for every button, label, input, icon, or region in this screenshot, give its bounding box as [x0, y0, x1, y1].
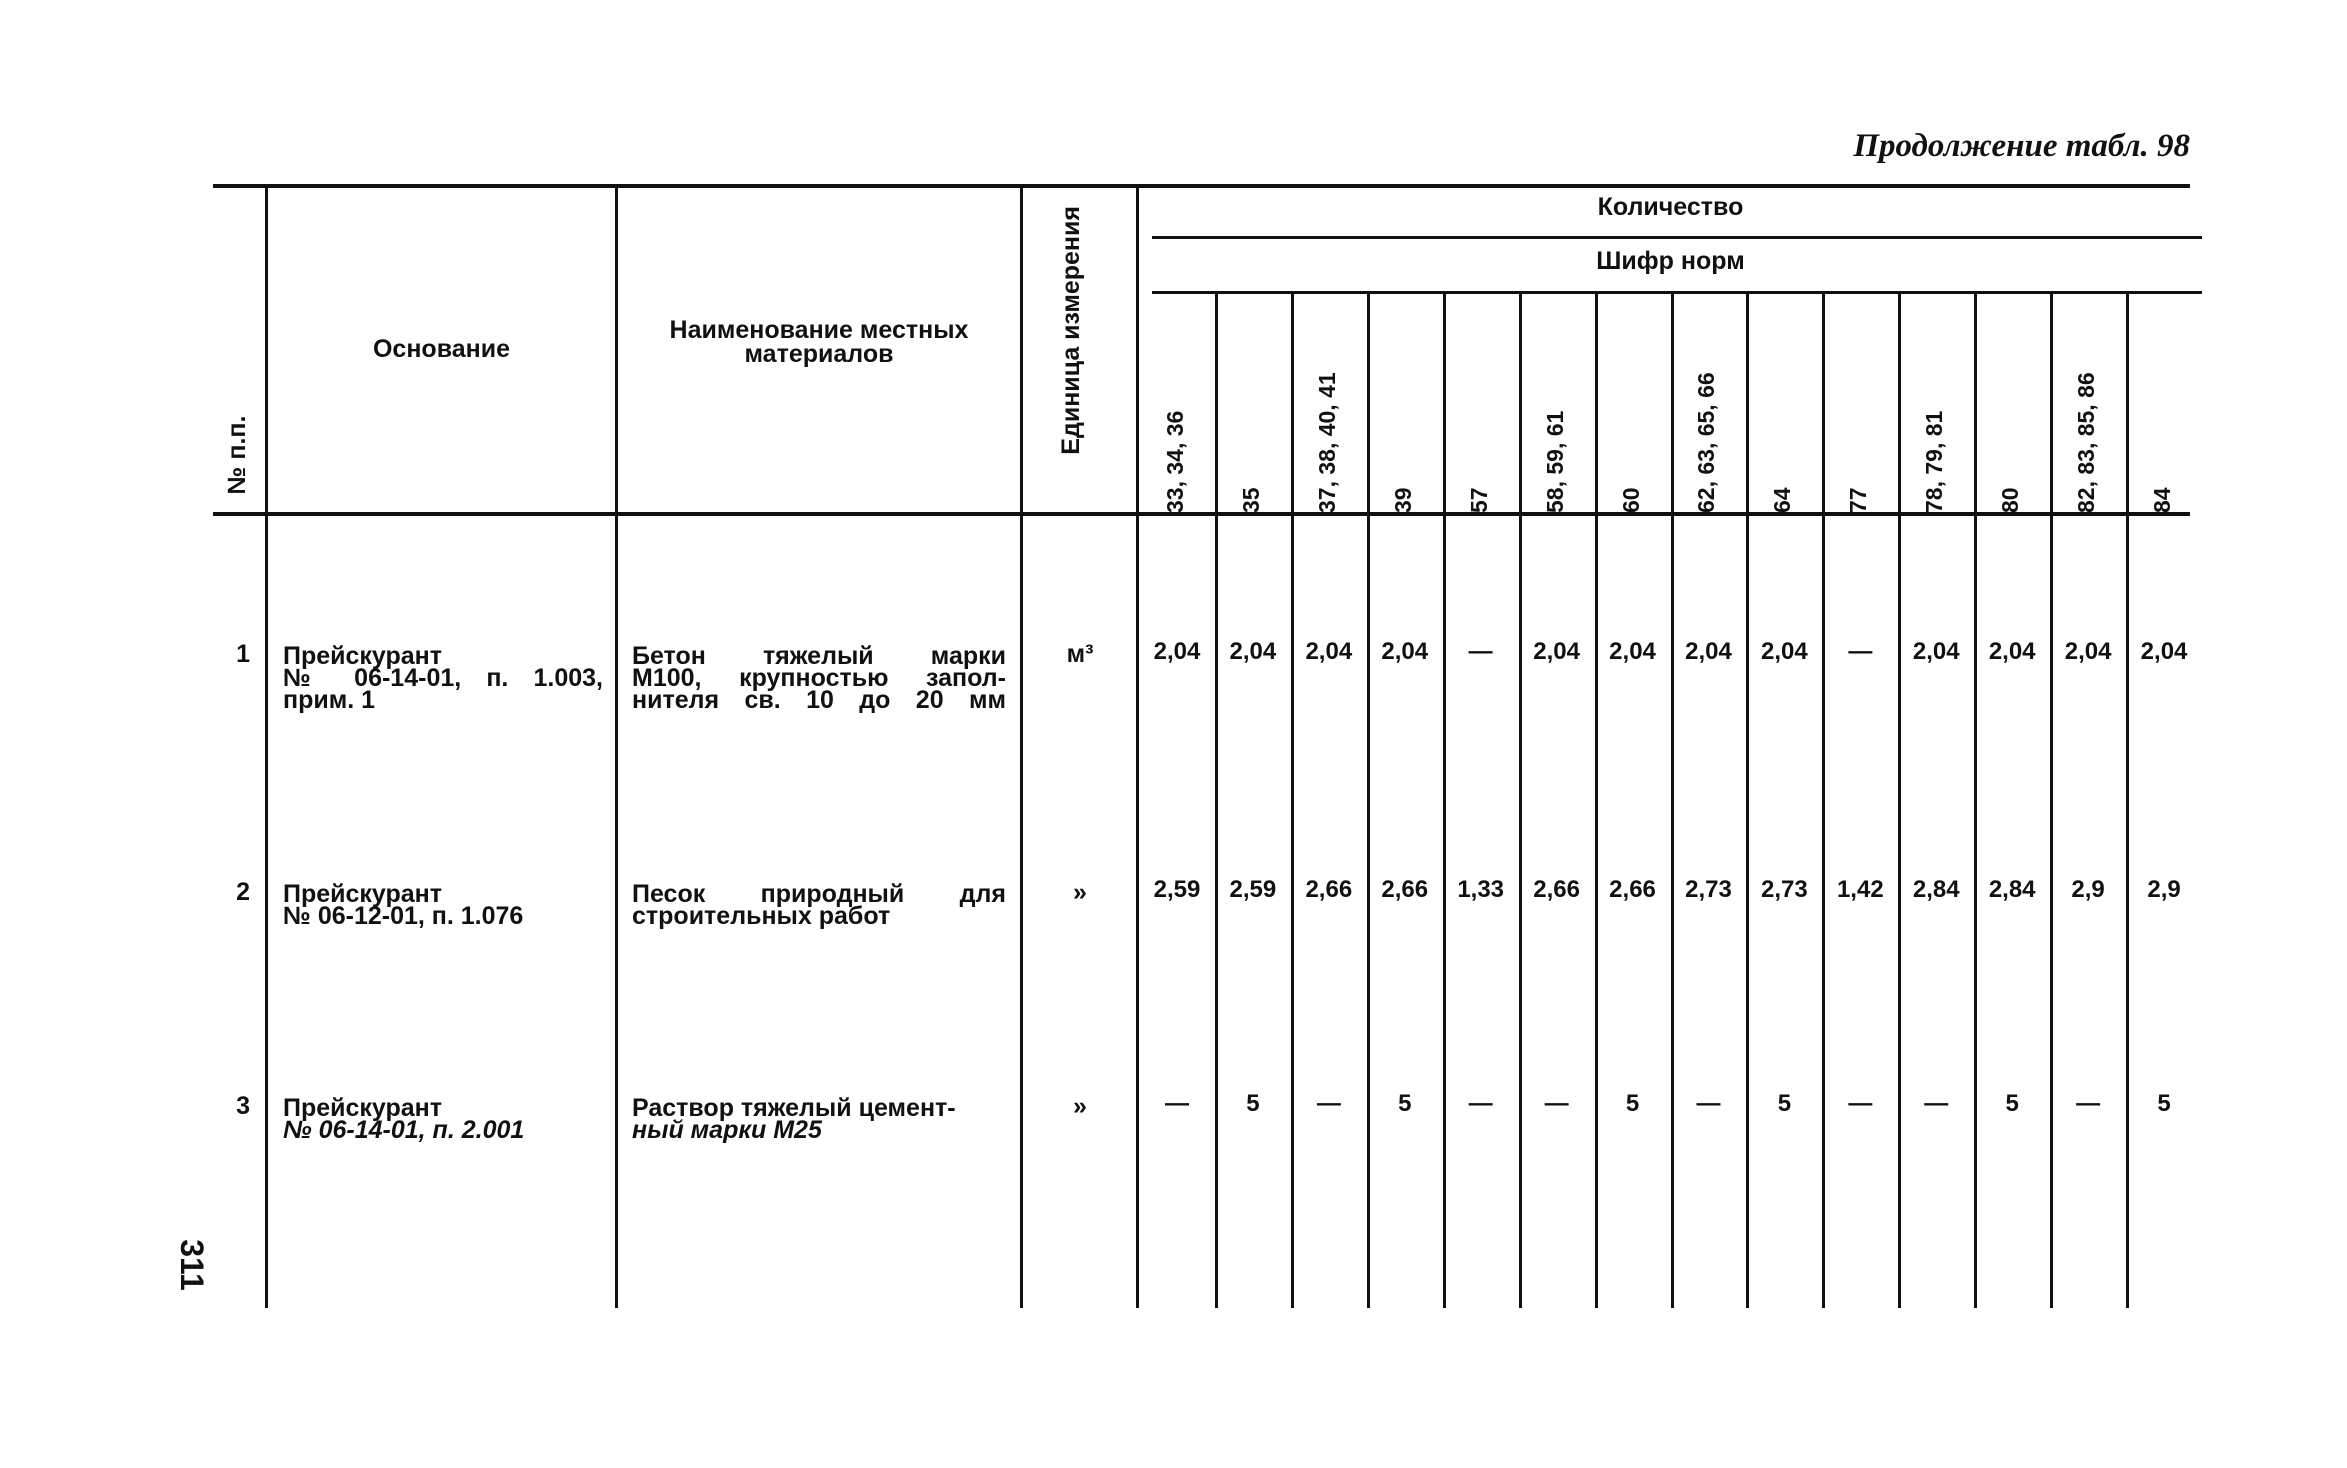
row-3-value: 5	[2157, 1090, 2171, 1117]
row-2-value: 1,33	[1457, 876, 1505, 903]
row-3-value: 5	[1398, 1090, 1412, 1117]
row-1-material	[632, 642, 1006, 714]
row-3-value: —	[1544, 1090, 1569, 1117]
code-label: 33, 34, 36	[1161, 410, 1188, 513]
row-3-material-line-2: ный марки М25	[632, 1116, 822, 1144]
code-label: 39	[1389, 487, 1416, 513]
row-2-material-line-2: строительных работ	[632, 902, 891, 930]
code-label: 35	[1237, 487, 1264, 513]
code-col-divider	[1746, 294, 1749, 1308]
row-2-basis	[283, 880, 603, 930]
code-label: 84	[2149, 487, 2176, 513]
row-1-value: 2,04	[1609, 638, 1656, 665]
code-col-divider	[1822, 294, 1825, 1308]
row-1-basis-line-1: Прейскурант	[283, 642, 443, 670]
row-1-value: 2,04	[2064, 638, 2112, 665]
row-2-value: 2,59	[1153, 876, 1201, 903]
row-2-material	[632, 880, 1006, 930]
code-label: 64	[1769, 487, 1796, 513]
row-2-material-line-1: Песок природный для	[632, 880, 1006, 908]
row-2-basis-line-2: № 06-12-01, п. 1.076	[283, 902, 524, 930]
row-1-basis-line-3: прим. 1	[283, 686, 376, 714]
code-col-divider	[2050, 294, 2053, 1308]
row-3-number: 3	[236, 1092, 250, 1120]
row-3-value: —	[1164, 1090, 1189, 1117]
header-bottom-rule	[213, 512, 2190, 516]
codes-rule	[1152, 291, 2202, 294]
header-num: № п.п.	[223, 415, 251, 495]
row-2-value: 2,73	[1685, 876, 1732, 903]
row-2-value: 1,42	[1836, 876, 1884, 903]
code-label: 78, 79, 81	[1921, 410, 1948, 513]
code-col-divider	[1595, 294, 1598, 1308]
code-label: 62, 63, 65, 66	[1693, 372, 1720, 513]
code-col-divider	[1215, 294, 1218, 1308]
row-3-value: 5	[2005, 1090, 2019, 1117]
row-3-value: 5	[1246, 1090, 1260, 1117]
row-3-basis	[283, 1094, 603, 1144]
row-1-value: 2,04	[2140, 638, 2188, 665]
row-3-material-line-1: Раствор тяжелый цемент-	[632, 1094, 956, 1122]
code-col-divider	[1367, 294, 1370, 1308]
row-2-value: 2,84	[1912, 876, 1960, 903]
col-divider-material	[1020, 188, 1023, 1308]
row-2-value: 2,66	[1381, 876, 1429, 903]
code-label: 82, 83, 85, 86	[2073, 372, 2100, 513]
table-top-rule	[213, 184, 2190, 188]
header-basis: Основание	[372, 335, 511, 363]
code-label: 60	[1617, 487, 1644, 513]
row-2-value: 2,84	[1988, 876, 2036, 903]
code-col-divider	[1898, 294, 1901, 1308]
code-label: 80	[1997, 487, 2024, 513]
row-2-value: 2,66	[1305, 876, 1353, 903]
row-2-value: 2,66	[1533, 876, 1580, 903]
row-1-material-line-3: нителя св. 10 до 20 мм	[632, 686, 1006, 714]
code-label: 37, 38, 40, 41	[1313, 372, 1340, 513]
row-1-number: 1	[236, 640, 250, 668]
row-1-basis-line-2: № 06-14-01, п. 1.003,	[283, 664, 603, 692]
row-1-value: 2,04	[1533, 638, 1580, 665]
page-number: 311	[174, 1239, 210, 1291]
quantity-rule	[1152, 236, 2202, 239]
header-material	[618, 318, 1020, 366]
header-quantity: Количество	[1597, 193, 1744, 221]
row-1-value: 2,04	[1761, 638, 1808, 665]
row-1-value: 2,04	[1305, 638, 1353, 665]
row-1-material-line-2: М100, крупностью запол-	[632, 664, 1006, 692]
code-col-divider	[1443, 294, 1446, 1308]
row-3-unit: »	[1073, 1092, 1087, 1120]
row-2-value: 2,73	[1761, 876, 1808, 903]
header-material-text: Наименование местных материалов	[669, 316, 969, 368]
row-2-value: 2,9	[2147, 876, 2181, 903]
row-2-value: 2,59	[1229, 876, 1277, 903]
row-2-number: 2	[236, 878, 250, 906]
row-3-value: 5	[1625, 1090, 1640, 1117]
row-1-value: 2,04	[1229, 638, 1277, 665]
code-label: 58, 59, 61	[1541, 410, 1568, 513]
row-1-unit: м³	[1066, 640, 1094, 668]
row-3-value: —	[2076, 1090, 2101, 1117]
row-2-value: 2,66	[1609, 876, 1656, 903]
row-1-value: 2,04	[1912, 638, 1960, 665]
row-2-value: 2,9	[2071, 876, 2105, 903]
row-1-material-line-1: Бетон тяжелый марки	[632, 642, 1006, 670]
row-3-value: —	[1924, 1090, 1949, 1117]
row-3-basis-line-1: Прейскурант	[283, 1094, 443, 1122]
row-3-value: —	[1696, 1090, 1721, 1117]
row-1-value: 2,04	[1381, 638, 1429, 665]
col-divider-unit	[1136, 188, 1139, 1308]
row-3-value: —	[1316, 1090, 1341, 1117]
row-1-value: 2,04	[1685, 638, 1732, 665]
row-1-value: —	[1848, 638, 1873, 665]
row-3-value: —	[1848, 1090, 1873, 1117]
row-1-value: —	[1468, 638, 1493, 665]
row-1-basis	[283, 642, 603, 714]
row-3-material	[632, 1094, 1006, 1144]
row-3-value: —	[1468, 1090, 1493, 1117]
row-2-unit: »	[1073, 878, 1087, 906]
header-unit: Единица измерения	[1057, 206, 1085, 455]
table-caption: Продолжение табл. 98	[1853, 128, 2190, 164]
code-label: 77	[1845, 487, 1872, 513]
code-col-divider	[1519, 294, 1522, 1308]
code-label: 57	[1465, 487, 1492, 513]
code-col-divider	[1974, 294, 1977, 1308]
code-col-divider	[1291, 294, 1294, 1308]
row-2-basis-line-1: Прейскурант	[283, 880, 443, 908]
header-codes: Шифр норм	[1596, 247, 1745, 275]
row-3-basis-line-2: № 06-14-01, п. 2.001	[283, 1116, 525, 1144]
row-1-value: 2,04	[1153, 638, 1201, 665]
code-col-divider	[1671, 294, 1674, 1308]
row-3-value: 5	[1777, 1090, 1792, 1117]
code-col-divider	[2126, 294, 2129, 1308]
row-1-value: 2,04	[1988, 638, 2036, 665]
